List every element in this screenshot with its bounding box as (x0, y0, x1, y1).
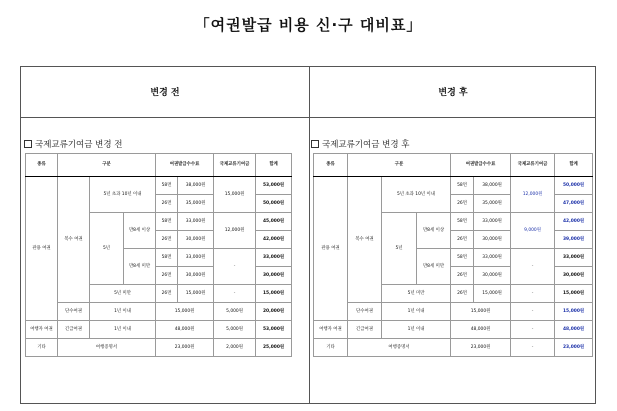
cell-total: 33,000원 (555, 249, 593, 267)
cell-kind: 여행증명서 (58, 339, 156, 357)
cell-type: 관용 여권 (26, 177, 58, 321)
cell-fee: 23,000원 (156, 339, 214, 357)
cell-pages: 26면 (156, 195, 178, 213)
cell-period: 1년 이내 (90, 303, 156, 321)
cell-kind: 단수여권 (58, 303, 90, 321)
cell-fee: 23,000원 (451, 339, 511, 357)
cell-contribution: - (511, 303, 555, 321)
cell-fee: 30,000원 (474, 231, 511, 249)
cell-period: 5년 미만 (90, 285, 156, 303)
before-header: 변경 전 (150, 88, 180, 98)
cell-fee: 30,000원 (178, 267, 214, 285)
cell-kind: 단수여권 (348, 303, 382, 321)
cell-fee: 30,000원 (474, 267, 511, 285)
cell-kind: 긴급여권 (58, 321, 90, 339)
col-header: 합계 (256, 154, 292, 177)
cell-period: 1년 이내 (382, 303, 451, 321)
cell-contribution: 12,000원 (511, 177, 555, 213)
table-row (26, 339, 292, 357)
cell-total: 15,000원 (555, 285, 593, 303)
cell-kind: 여행증명서 (348, 339, 451, 357)
col-header: 구분 (58, 154, 156, 177)
cell-total: 42,000원 (555, 213, 593, 231)
cell-total: 39,000원 (555, 231, 593, 249)
cell-type: 여행자 여권 (314, 321, 348, 339)
cell-total: 20,000원 (256, 303, 292, 321)
table-row (26, 177, 292, 195)
cell-fee: 38,000원 (178, 177, 214, 195)
cell-total: 45,000원 (256, 213, 292, 231)
before-section-title (24, 138, 123, 150)
cell-contribution: - (511, 321, 555, 339)
cell-total: 53,000원 (256, 321, 292, 339)
cell-pages: 26면 (451, 285, 474, 303)
col-header: 합계 (555, 154, 593, 177)
col-header: 여권발급수수료 (156, 154, 214, 177)
cell-pages: 26면 (156, 267, 178, 285)
cell-pages: 58면 (156, 177, 178, 195)
cell-type: 기타 (314, 339, 348, 357)
cell-total: 30,000원 (256, 267, 292, 285)
cell-type: 관용 여권 (314, 177, 348, 321)
cell-period: 5년 (90, 213, 124, 285)
cell-total: 15,000원 (555, 303, 593, 321)
cell-period: 5년 (382, 213, 417, 285)
cell-pages: 26면 (451, 195, 474, 213)
page-title: 「여권발급 비용 신·구 대비표」 (194, 16, 423, 34)
cell-fee: 35,000원 (474, 195, 511, 213)
cell-age: 만8세 이상 (124, 213, 156, 249)
cell-fee: 48,000원 (156, 321, 214, 339)
table-header-row (26, 154, 292, 177)
col-header: 여권발급수수료 (451, 154, 511, 177)
cell-pages: 58면 (156, 249, 178, 267)
cell-fee: 15,000원 (474, 285, 511, 303)
cell-pages: 58면 (451, 177, 474, 195)
cell-fee: 15,000원 (178, 285, 214, 303)
col-header: 국제교류기여금 (214, 154, 256, 177)
table-row (26, 303, 292, 321)
cell-fee: 15,000원 (451, 303, 511, 321)
cell-pages: 26면 (451, 267, 474, 285)
after-section-title (311, 138, 410, 150)
cell-contribution: - (214, 249, 256, 285)
cell-contribution: - (511, 339, 555, 357)
cell-pages: 26면 (156, 231, 178, 249)
cell-contribution: 12,000원 (214, 213, 256, 249)
col-header: 종류 (26, 154, 58, 177)
cell-total: 30,000원 (555, 267, 593, 285)
cell-fee: 35,000원 (178, 195, 214, 213)
cell-age: 만8세 미만 (417, 249, 451, 285)
table-row (26, 321, 292, 339)
cell-total: 33,000원 (256, 249, 292, 267)
cell-kind: 복수 여권 (58, 177, 90, 303)
col-header: 구분 (348, 154, 451, 177)
cell-pages: 26면 (156, 285, 178, 303)
after-header: 변경 후 (438, 88, 468, 98)
cell-period: 5년 초과 10년 이내 (90, 177, 156, 213)
cell-period: 5년 초과 10년 이내 (382, 177, 451, 213)
cell-fee: 15,000원 (156, 303, 214, 321)
cell-kind: 긴급여권 (348, 321, 382, 339)
cell-contribution: 15,000원 (214, 177, 256, 213)
cell-fee: 33,000원 (474, 249, 511, 267)
after-section-label: 국제교류기여금 변경 후 (322, 140, 410, 150)
cell-total: 23,000원 (555, 339, 593, 357)
cell-pages: 58면 (156, 213, 178, 231)
cell-total: 47,000원 (555, 195, 593, 213)
cell-total: 42,000원 (256, 231, 292, 249)
cell-pages: 58면 (451, 213, 474, 231)
table-row (314, 321, 593, 339)
cell-contribution: - (511, 285, 555, 303)
cell-contribution: - (214, 285, 256, 303)
cell-total: 50,000원 (555, 177, 593, 195)
cell-type: 기타 (26, 339, 58, 357)
cell-contribution: 2,000원 (214, 339, 256, 357)
before-fee-table (25, 153, 292, 357)
after-fee-table (313, 153, 593, 357)
col-header: 국제교류기여금 (511, 154, 555, 177)
cell-age: 만8세 이상 (417, 213, 451, 249)
table-header-row (314, 154, 593, 177)
cell-pages: 58면 (451, 249, 474, 267)
column-divider (309, 67, 310, 403)
checkbox-icon (24, 140, 32, 148)
col-header: 종류 (314, 154, 348, 177)
cell-period: 1년 이내 (90, 321, 156, 339)
cell-contribution: 9,000원 (511, 213, 555, 249)
cell-fee: 38,000원 (474, 177, 511, 195)
cell-contribution: 5,000원 (214, 321, 256, 339)
cell-total: 53,000원 (256, 177, 292, 195)
cell-period: 1년 이내 (382, 321, 451, 339)
cell-pages: 26면 (451, 231, 474, 249)
cell-contribution: 5,000원 (214, 303, 256, 321)
cell-total: 25,000원 (256, 339, 292, 357)
cell-fee: 30,000원 (178, 231, 214, 249)
cell-total: 50,000원 (256, 195, 292, 213)
cell-total: 15,000원 (256, 285, 292, 303)
cell-contribution: - (511, 249, 555, 285)
before-section-label: 국제교류기여금 변경 전 (35, 140, 123, 150)
checkbox-icon (311, 140, 319, 148)
cell-kind: 복수 여권 (348, 177, 382, 303)
cell-type: 여행자 여권 (26, 321, 58, 339)
cell-fee: 33,000원 (178, 213, 214, 231)
cell-fee: 33,000원 (474, 213, 511, 231)
cell-total: 48,000원 (555, 321, 593, 339)
table-row (314, 339, 593, 357)
cell-age: 만8세 미만 (124, 249, 156, 285)
cell-fee: 33,000원 (178, 249, 214, 267)
cell-period: 5년 미만 (382, 285, 451, 303)
table-row (314, 177, 593, 195)
table-row (314, 303, 593, 321)
cell-fee: 48,000원 (451, 321, 511, 339)
